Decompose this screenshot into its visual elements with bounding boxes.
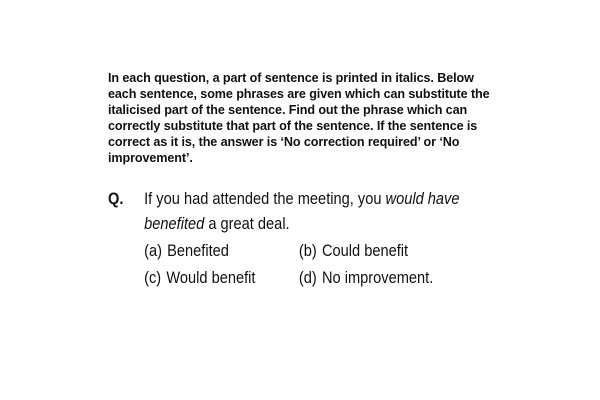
question-text: [144, 186, 497, 236]
option-a: [144, 238, 299, 265]
question-text-after: a great deal.: [204, 214, 290, 233]
option-key: (a): [144, 241, 162, 260]
question-label: Q.: [108, 189, 124, 208]
options-row: [144, 238, 505, 265]
option-text: Benefited: [167, 241, 229, 260]
option-text: No improvement.: [321, 268, 434, 287]
option-b: [299, 238, 454, 265]
options-list: [144, 238, 505, 292]
instructions-text: In each question, a part of sentence is printed in italics. Below each sentence, some phrases are given which can substitute the italicised part of the sentence. Find out the phrase which can correctly substitute that part of the sentence. If the sentence is correct as it is, the answer is ‘No correction required’ or ‘No improvement’.: [108, 71, 490, 165]
option-key: (c): [144, 268, 162, 287]
option-text: Would benefit: [166, 268, 256, 287]
option-key: (b): [298, 241, 317, 260]
options-row: [144, 265, 505, 292]
option-c: [144, 265, 299, 292]
option-d: [299, 265, 454, 292]
question-text-italic: would have benefited: [144, 189, 460, 233]
question-text-before: If you had attended the meeting, you: [144, 189, 386, 208]
option-text: Could benefit: [321, 241, 409, 260]
option-key: (d): [298, 268, 317, 287]
